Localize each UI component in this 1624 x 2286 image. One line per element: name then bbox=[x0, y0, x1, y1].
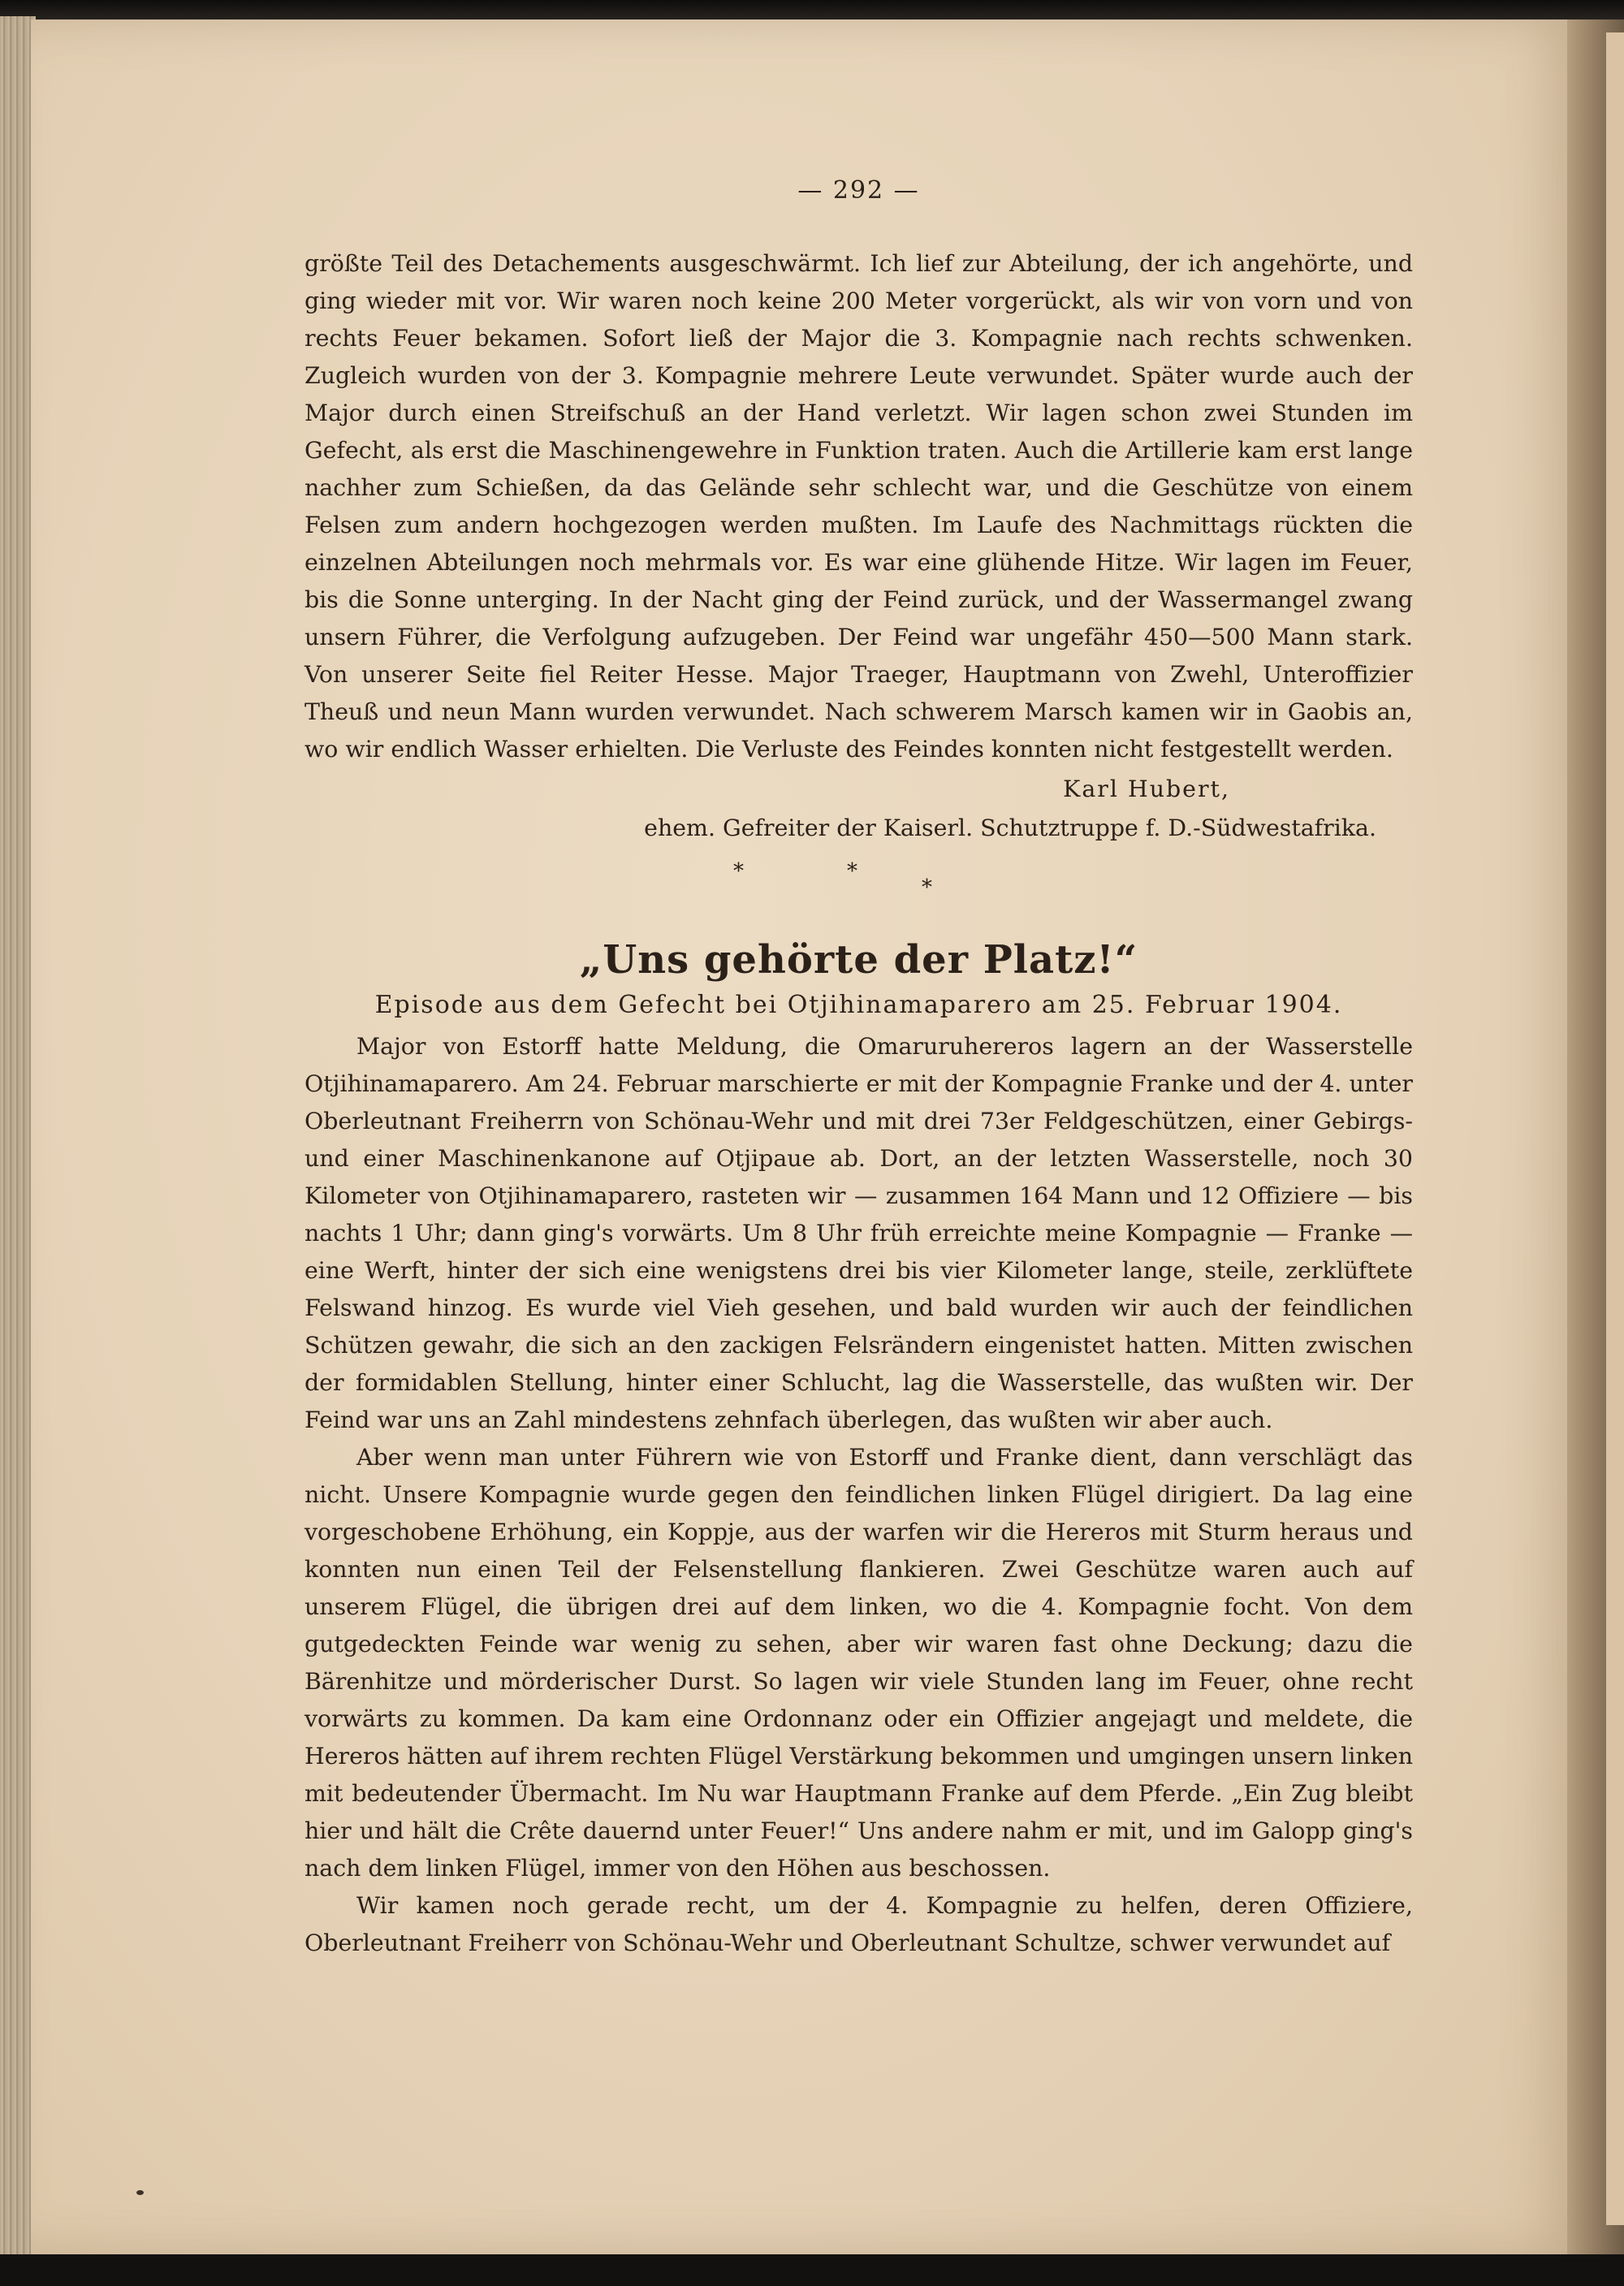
scan-bottom-border bbox=[0, 2254, 1624, 2286]
signature-name: Karl Hubert, bbox=[1063, 776, 1230, 802]
page-number: — 292 — bbox=[797, 176, 920, 205]
intro-paragraph: größte Teil des Detachements ausgeschwärmt. Ich lief zur Abteilung, der ich angehörte, und ging wieder mit vor. Wir waren noch keine 200 Meter vorgerückt, als wir von vorn und von rechts Feuer bekamen. Sofort ließ der Major die 3. Kompagnie nach rechts schwenken. Zugleich wurden von der 3. Kompagnie mehrere Leute verwundet. Später wurde auch der Major durch einen Streifschuß an der Hand verletzt. Wir lagen schon zwei Stunden im Gefecht, als erst die Maschinengewehre in Funktion traten. Auch die Artillerie kam erst lange nachher zum Schießen, da das Gelände sehr schlecht war, und die Geschütze von einem Felsen zum andern hochgezogen werden mußten. Im Laufe des Nachmittags rückten die einzelnen Abteilungen noch mehrmals vor. Es war eine glühende Hitze. Wir lagen im Feuer, bis die Sonne unterging. In der Nacht ging der Feind zurück, und der Wassermangel zwang unsern Führer, die Verfolgung aufzugeben. Der Feind war ungefähr 450—500 Mann stark. Von unserer Seite fiel Reiter Hesse. Major Traeger, Hauptmann von Zwehl, Unteroffizier Theuß und neun Mann wurden verwundet. Nach schwerem Marsch kamen wir in Gaobis an, wo wir endlich Wasser erhielten. Die Verluste des Feindes konnten nicht festgestellt werden. bbox=[304, 250, 1413, 763]
article-paragraph: Wir kamen noch gerade recht, um der 4. Kompagnie zu helfen, deren Offiziere, Oberleutnant Freiherr von Schönau-Wehr und Oberleutnant Schultze, schwer verwundet auf bbox=[304, 1892, 1413, 1956]
article-paragraph: Major von Estorff hatte Meldung, die Omaruruhereros lagern an der Wasserstelle Otjihinamaparero. Am 24. Februar marschierte er mit der Kompagnie Franke und der 4. unter Oberleutnant Freiherrn von Schönau-Wehr und mit drei 73er Feldgeschützen, einer Gebirgs- und einer Maschinenkanone auf Otjipaue ab. Dort, an der letzten Wasserstelle, noch 30 Kilometer von Otjihinamaparero, rasteten wir — zusammen 164 Mann und 12 Offiziere — bis nachts 1 Uhr; dann ging's vorwärts. Um 8 Uhr früh erreichte meine Kompagnie — Franke — eine Werft, hinter der sich eine wenigstens drei bis vier Kilometer lange, steile, zerklüftete Felswand hinzog. Es wurde viel Vieh gesehen, und bald wurden wir auch der feindlichen Schützen gewahr, die sich an den zackigen Felsrändern eingenistet hatten. Mitten zwischen der formidablen Stellung, hinter einer Schlucht, lag die Wasserstelle, das wußten wir. Der Feind war uns an Zahl mindestens zehnfach überlegen, das wußten wir aber auch. bbox=[304, 1033, 1413, 1433]
article-title: „Uns gehörte der Platz!“ bbox=[579, 937, 1138, 983]
signature-block bbox=[304, 770, 1413, 848]
ink-spot bbox=[136, 2190, 144, 2195]
article-paragraph: Aber wenn man unter Führern wie von Estorff und Franke dient, dann verschlägt das nicht. Unsere Kompagnie wurde gegen den feindlichen linken Flügel dirigiert. Da lag eine vorgeschobene Erhöhung, ein Koppje, aus der warfen wir die Hereros mit Sturm heraus und konnten nun einen Teil der Felsenstellung flankieren. Zwei Geschütze waren auch auf unserem Flügel, die übrigen drei auf dem linken, wo die 4. Kompagnie focht. Von dem gutgedeckten Feinde war wenig zu sehen, aber wir waren fast ohne Deckung; dazu die Bärenhitze und mörderischer Durst. So lagen wir viele Stunden lang im Feuer, ohne recht vorwärts zu kommen. Da kam eine Ordonnanz oder ein Offizier angejagt und meldete, die Hereros hätten auf ihrem rechten Flügel Verstärkung bekommen und umgingen unsern linken mit bedeutender Übermacht. Im Nu war Hauptmann Franke auf dem Pferde. „Ein Zug bleibt hier und hält die Crête dauernd unter Feuer!“ Uns andere nahm er mit, und im Galopp ging's nach dem linken Flügel, immer von den Höhen aus beschossen. bbox=[304, 1444, 1413, 1882]
separator-star: * bbox=[922, 875, 932, 900]
next-page-edge bbox=[1606, 32, 1624, 2225]
separator-star: * bbox=[847, 859, 857, 884]
separator-star: * bbox=[733, 859, 744, 884]
section-separator bbox=[304, 848, 1413, 918]
article-subtitle: Episode aus dem Gefecht bei Otjihinamaparero am 25. Februar 1904. bbox=[374, 991, 1343, 1019]
signature-title: ehem. Gefreiter der Kaiserl. Schutztruppe f. D.-Südwestafrika. bbox=[644, 815, 1376, 841]
page-text-block bbox=[304, 176, 1413, 1962]
